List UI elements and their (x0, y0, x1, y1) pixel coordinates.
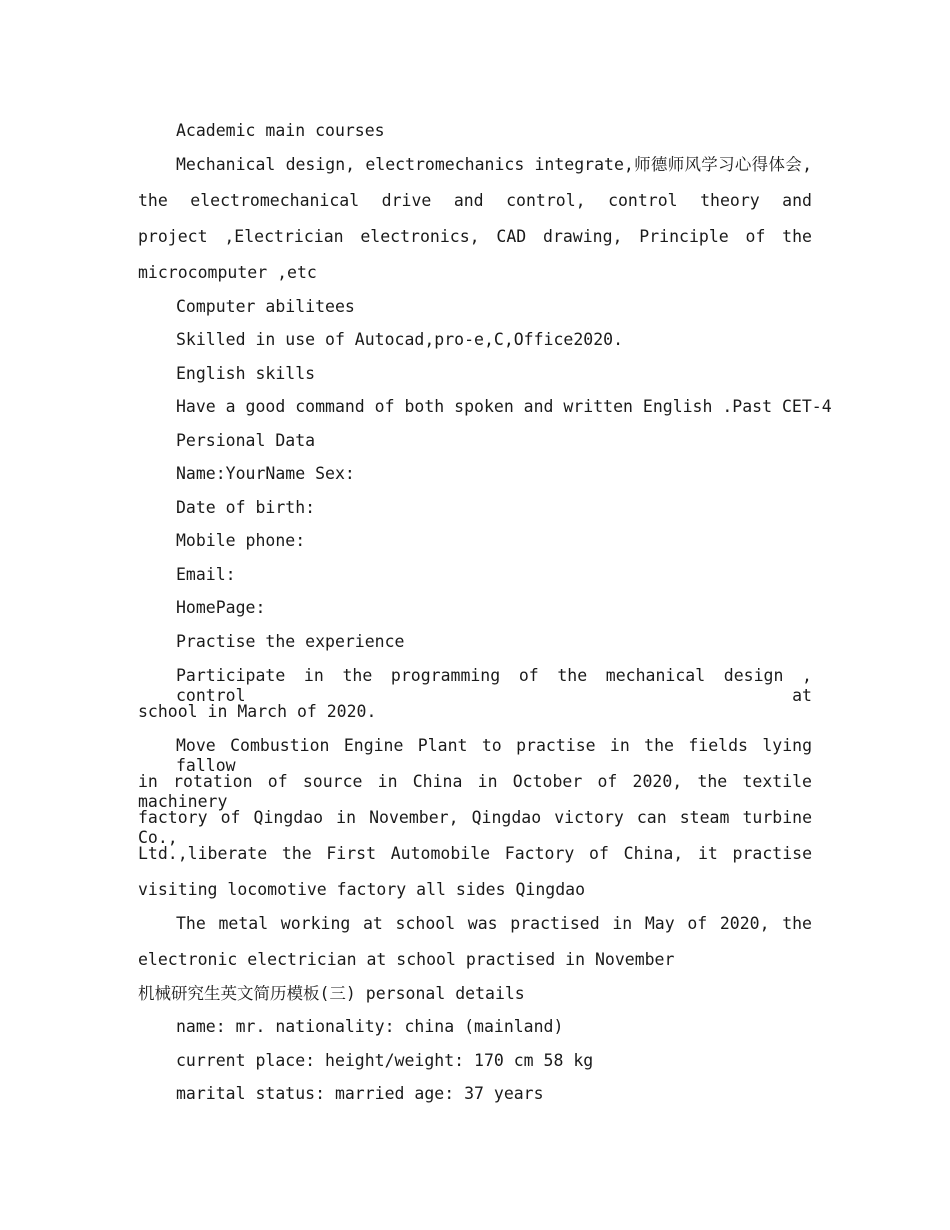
paragraph-line: Mechanical design, electromechanics integrate,师德师风学习心得体会, (176, 155, 812, 174)
paragraph-line: The metal working at school was practised in May of 2020, the (176, 914, 812, 933)
paragraph-line: microcomputer ,etc (138, 263, 317, 282)
paragraph-line: school in March of 2020. (138, 702, 377, 721)
paragraph-line: Participate in the programming of the mechanical design , control at (176, 666, 812, 705)
heading-practise-experience: Practise the experience (176, 632, 405, 651)
paragraph-line: Skilled in use of Autocad,pro-e,C,Office2020. (176, 330, 624, 349)
paragraph-line: Have a good command of both spoken and written English .Past CET-4 (176, 397, 832, 416)
paragraph-line: factory of Qingdao in November, Qingdao victory can steam turbine Co., (138, 808, 812, 847)
heading-personal-data: Persional Data (176, 431, 316, 450)
section-title-resume-template: 机械研究生英文简历模板(三) personal details (138, 984, 525, 1003)
field-name-sex: Name:YourName Sex: (176, 464, 355, 483)
paragraph-line: visiting locomotive factory all sides Qingdao (138, 880, 586, 899)
field-current-place-height-weight: current place: height/weight: 170 cm 58 kg (176, 1051, 594, 1070)
field-date-of-birth: Date of birth: (176, 498, 316, 517)
field-mobile-phone: Mobile phone: (176, 531, 306, 550)
field-marital-status-age: marital status: married age: 37 years (176, 1084, 544, 1103)
heading-english-skills: English skills (176, 364, 316, 383)
field-name-nationality: name: mr. nationality: china (mainland) (176, 1017, 564, 1036)
field-email: Email: (176, 565, 236, 584)
heading-academic-courses: Academic main courses (176, 121, 385, 140)
paragraph-line: the electromechanical drive and control, control theory and (138, 191, 812, 210)
paragraph-line: Ltd.,liberate the First Automobile Factory of China, it practise (138, 844, 812, 863)
paragraph-line: electronic electrician at school practised in November (138, 950, 675, 969)
heading-computer-abilities: Computer abilitees (176, 297, 355, 316)
paragraph-line: project ,Electrician electronics, CAD drawing, Principle of the (138, 227, 812, 246)
paragraph-line: in rotation of source in China in October of 2020, the textile machinery (138, 772, 812, 811)
paragraph-line: Move Combustion Engine Plant to practise in the fields lying fallow (176, 736, 812, 775)
field-homepage: HomePage: (176, 598, 266, 617)
